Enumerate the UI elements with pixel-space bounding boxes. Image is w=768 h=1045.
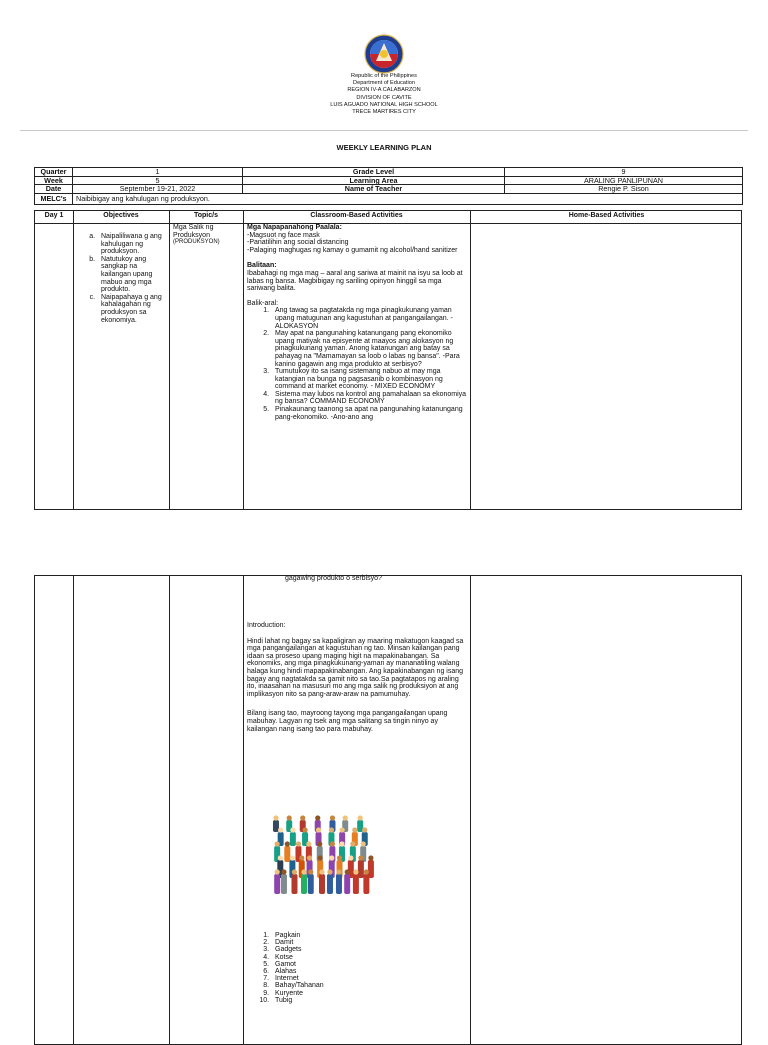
paalala-item: -Panatilihin ang social distancing (247, 239, 349, 247)
melc-label: MELC's (35, 193, 73, 204)
crowd-person (284, 841, 290, 862)
teacher-label: Name of Teacher (243, 185, 505, 194)
date-label: Date (35, 185, 73, 194)
topic-line: Mga Salik ng (173, 224, 214, 231)
needs-item: 7. Internet (271, 975, 467, 982)
info-table (34, 167, 743, 205)
objective-item: b. Natutukoy ang sangkap na kailangan upang mabuo ang mga produkto. (97, 256, 167, 294)
topic-cell (173, 224, 243, 247)
document-title: WEEKLY LEARNING PLAN (336, 143, 432, 152)
area-label: Learning Area (243, 176, 505, 185)
header-divider (20, 130, 748, 131)
objectives-list (83, 233, 167, 324)
crowd-person (327, 869, 333, 894)
balitaan-title: Balitaan: (247, 262, 277, 270)
crowd-person (363, 869, 369, 894)
activities-table (34, 210, 742, 510)
paalala-item: -Magsuot ng face mask (247, 231, 320, 239)
needs-item: 5. Gamot (271, 961, 467, 968)
classroom-activities (247, 224, 469, 421)
crowd-person (301, 869, 307, 894)
intro-text: Hindi lahat ng bagay sa kapaligiran ay maaring makatugon kaagad sa mga pangangailangan at kagustuhan ng tao. Minsan kailangan pang idaan sa proseso upang maging higit na mapakinabangan. Sa ekonomiks, ang mga pinagkukunang-yaman ay mananatiling walang halaga kung hindi mapapakinabangan. Ang kapakinabangan ng isang bagay ang nagtatakda sa gamit nito sa tao.Sa pagtatapos ng araling ito, inaasahan na masusuri mo ang mga salik ng produksiyon at ang implikasyon nito sa pang-araw-araw na pamumuhay. (247, 637, 464, 698)
grade-value: 9 (505, 168, 743, 177)
header-line: REGION IV-A CALABARZON (347, 87, 421, 94)
needs-item: 6. Alahas (271, 968, 467, 975)
crowd-person (353, 869, 359, 894)
crowd-illustration (270, 806, 380, 898)
col-topics: Topic/s (194, 212, 218, 219)
crowd-person (358, 855, 364, 878)
balik-item: 5. Pinakaunang taanong sa apat na pangunahing katanungang pang-ekonomiko. -Ano-ano ang (271, 406, 469, 421)
header-line: TRECE MARTIRES CITY (352, 109, 416, 116)
crowd-person (344, 869, 350, 894)
paalala-item: -Palaging maghugas ng kamay o gumamit ng alcohol/hand sanitizer (247, 246, 458, 254)
topic-tag: (PRODUKSYON) (173, 239, 220, 246)
quarter-label: Quarter (35, 168, 73, 177)
area-value: ARALING PANLIPUNAN (505, 176, 743, 185)
needs-item: 10. Tubig (271, 997, 467, 1004)
col-classroom: Classroom-Based Activities (310, 212, 403, 219)
grade-label: Grade Level (243, 168, 505, 177)
balitaan-text: Ibabahagi ng mga mag – aaral ang sariwa at mainit na isyu sa loob at labas ng bansa. Magbibigay ng sariling opinyon hinggil sa mga sariwang balita. (247, 269, 463, 293)
paalala-title: Mga Napapanahong Paalala: (247, 224, 342, 231)
crowd-person (336, 869, 342, 894)
crowd-person (281, 869, 287, 894)
header-line: Republic of the Philippines (351, 73, 417, 79)
col-day: Day 1 (44, 212, 64, 219)
needs-item: 2. Damit (271, 939, 467, 946)
balik-title: Balik-aral: (247, 299, 279, 307)
intro-title: Introduction: (247, 622, 286, 629)
needs-list (247, 932, 467, 1004)
crowd-person (274, 869, 280, 894)
balik-item: 1. Ang tawag sa pagtatakda ng mga pinagkukunang yaman upang matugunan ang kagustuhan at pangangailangan. -ALOKASYON (271, 307, 469, 330)
needs-item: 9. Kuryente (271, 990, 467, 997)
quarter-value: 1 (73, 168, 243, 177)
needs-item: 8. Bahay/Tahanan (271, 982, 467, 989)
balik-item: 4. Sistema may lubos na kontrol ang pamahalaan sa ekonomiya ng bansa? COMMAND ECONOMY (271, 391, 469, 406)
needs-list-wrap (247, 932, 467, 1004)
balik-item: 3. Tumutukoy ito sa isang sistemang nabuo at may mga katangian na bunga ng pagsasanib o kombinasyon ng command at market economy. - MIXED ECONOMY (271, 368, 469, 391)
week-label: Week (35, 176, 73, 185)
introduction-section (247, 622, 467, 733)
balik-item: 2. May apat na pangunahing katanungang pang ekonomiko upang matiyak na episyente at maayos ang alokasyon ng pinagkukunang yaman. Anong katanungan ang batay sa pahayag na "Mamamayan sa loob o labas ng bansa". -Para kanino gagawin ang mga produkto at serbisyo? (271, 330, 469, 368)
col-objectives: Objectives (103, 212, 139, 219)
continued-text: gagawing produkto o serbisyo? (285, 575, 382, 582)
teacher-value: Rengie P. Sison (505, 185, 743, 194)
melc-value: Naibibigay ang kahulugan ng produksyon. (73, 193, 743, 204)
school-header (0, 73, 768, 116)
needs-item: 4. Kotse (271, 954, 467, 961)
header-line: DIVISION OF CAVITE (356, 94, 412, 101)
deped-seal-logo (356, 34, 412, 74)
needs-item: 3. Gadgets (271, 946, 467, 953)
activity-text: Bilang isang tao, mayroong tayong mga pangangailangan upang mabuhay. Lagyan ng tsek ang mga salitang sa tingin ninyo ay kailangan nang isang tao para mabuhay. (247, 710, 448, 733)
objective-item: c. Naipapahaya g ang kahalagahan ng produksyon sa ekonomiya. (97, 294, 167, 324)
balik-list (247, 307, 469, 421)
header-line: Department of Education (353, 80, 415, 87)
header-line: LUIS AGUADO NATIONAL HIGH SCHOOL (330, 101, 438, 108)
crowd-person (308, 869, 314, 894)
activities-table-continued (34, 575, 742, 1045)
objective-item: a. Naipaliliwana g ang kahulugan ng produksyon. (97, 233, 167, 256)
crowd-person (290, 827, 296, 846)
crowd-person (273, 815, 279, 832)
week-value: 5 (73, 176, 243, 185)
col-home: Home-Based Activities (568, 212, 645, 219)
needs-item: 1. Pagkain (271, 932, 467, 939)
crowd-person (291, 869, 297, 894)
topic-line: Produksyon (173, 231, 210, 239)
date-value: September 19-21, 2022 (73, 185, 243, 194)
crowd-person (319, 869, 325, 894)
